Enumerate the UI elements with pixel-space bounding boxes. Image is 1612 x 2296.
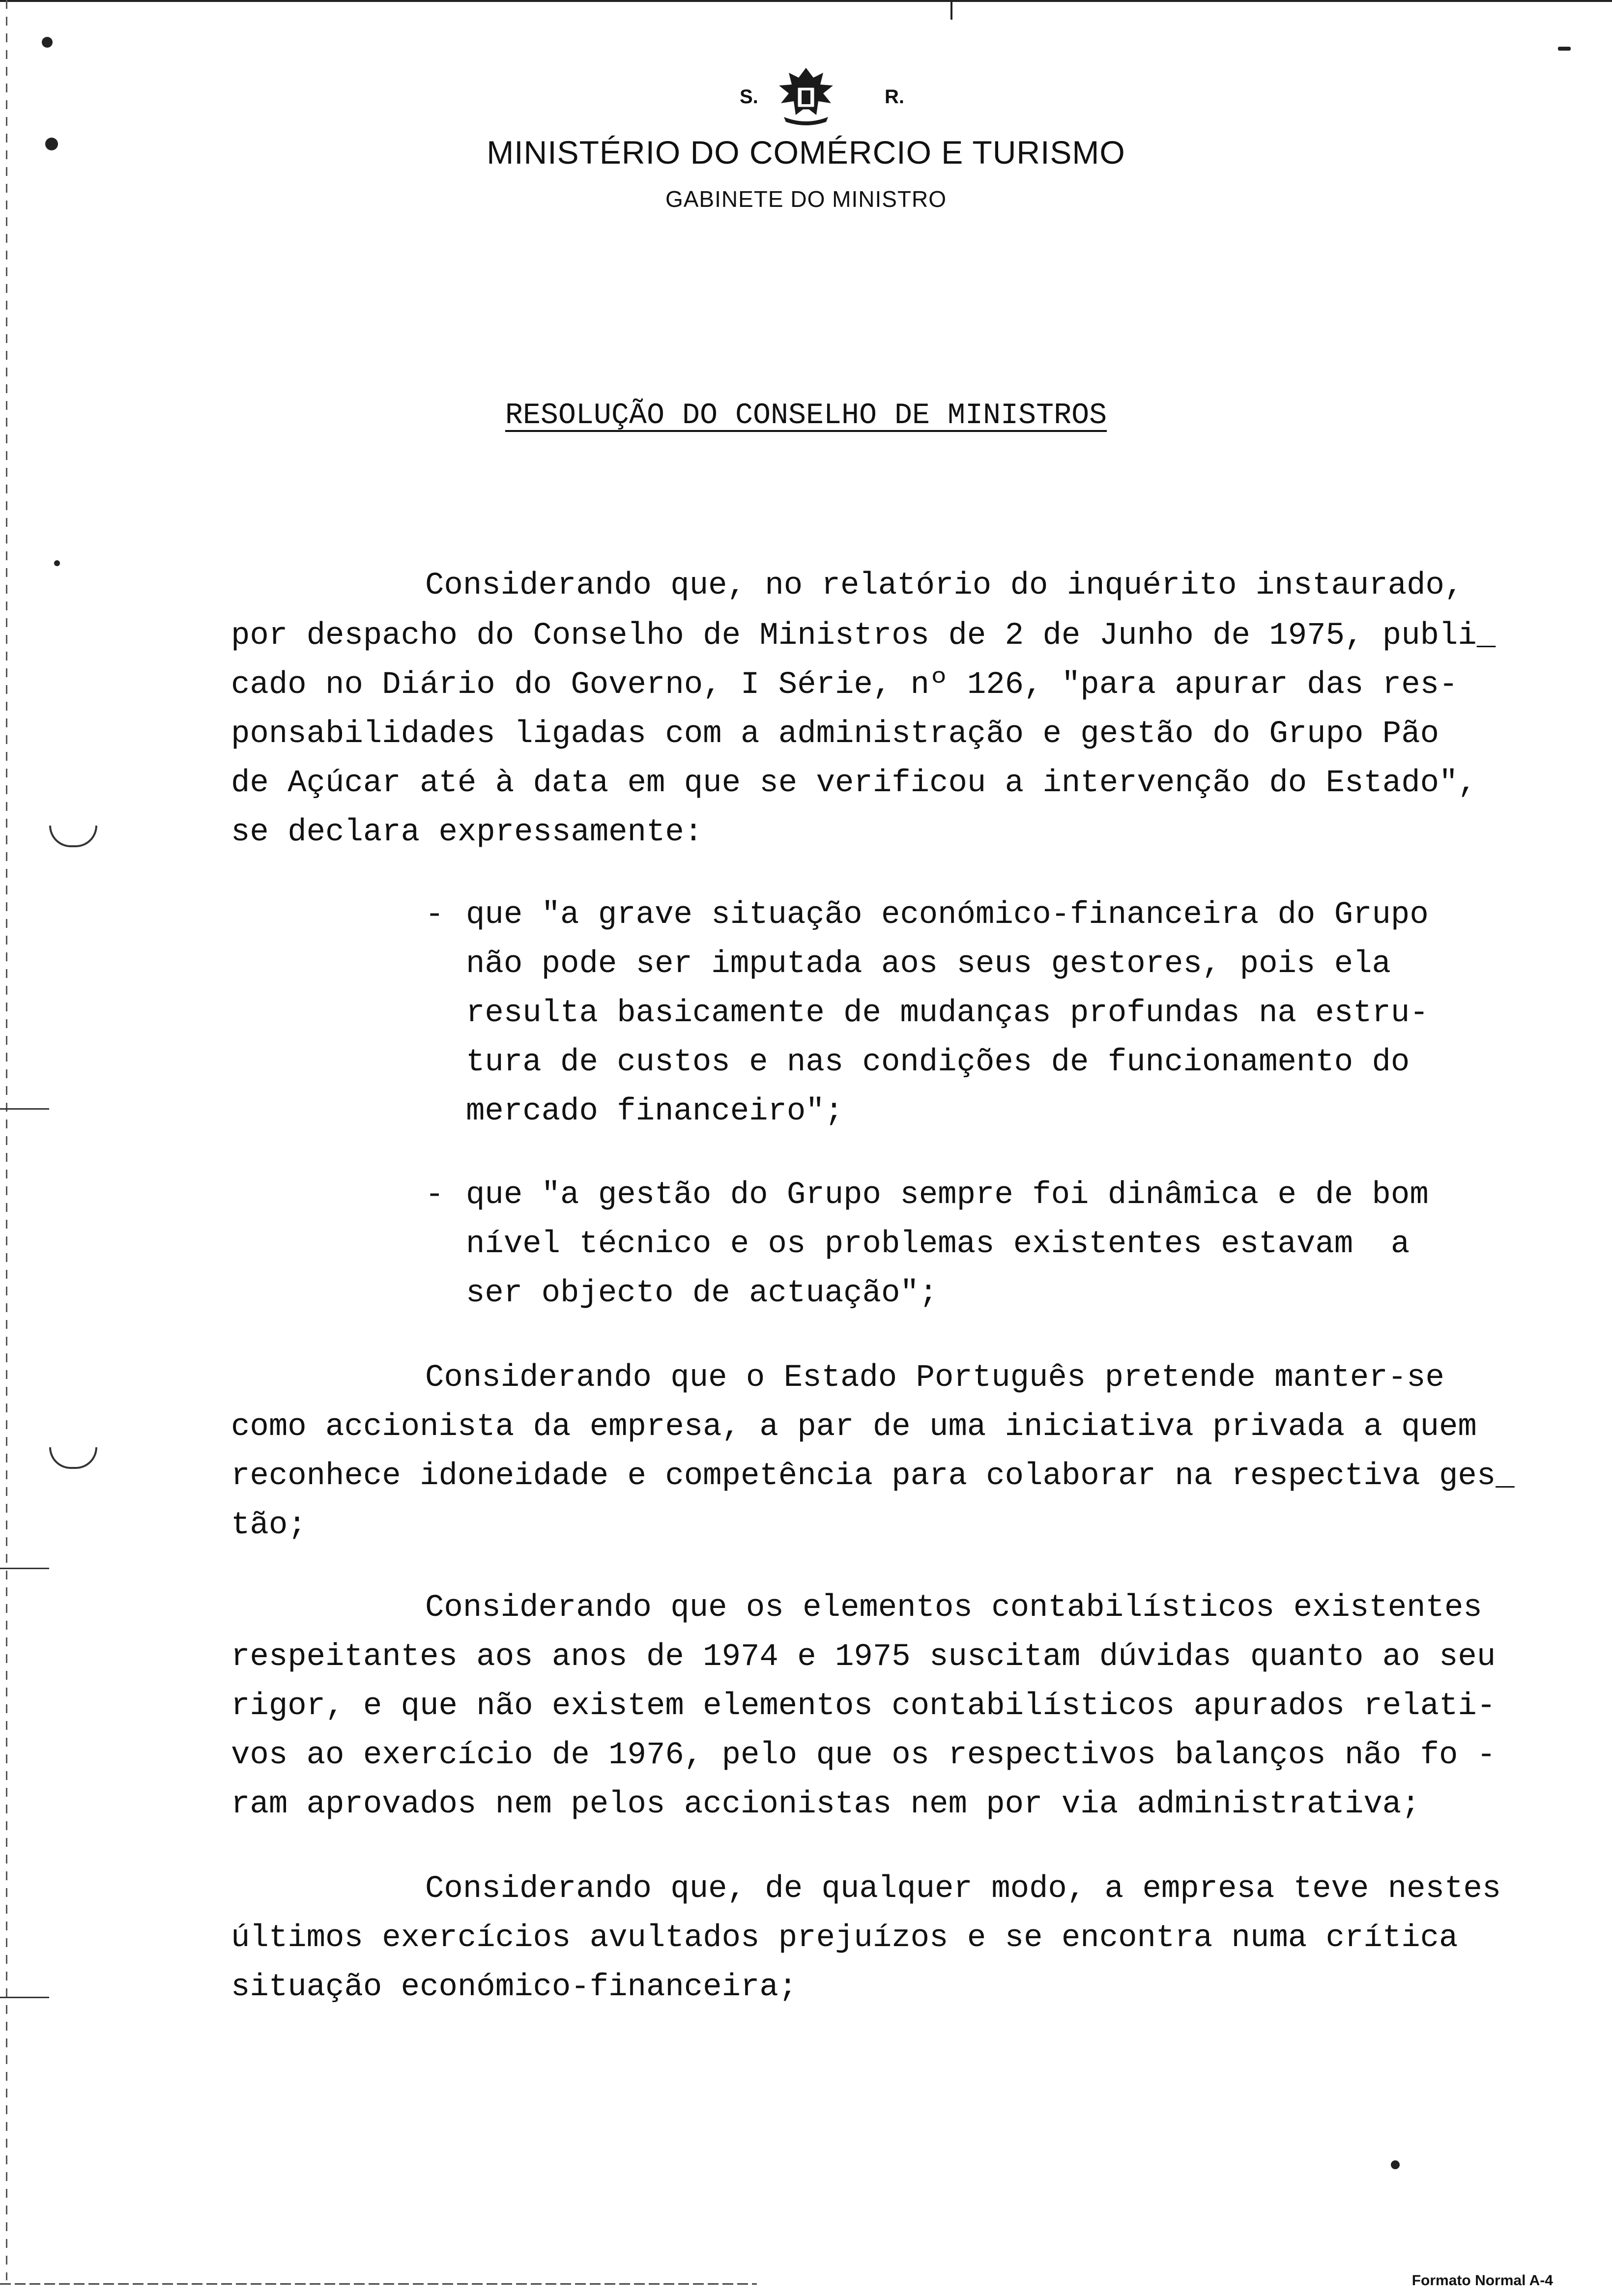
text-line: tão; — [231, 1508, 307, 1543]
punch-mark — [0, 1568, 49, 1569]
text-line: ram aprovados nem pelos accionistas nem por via administrativa; — [231, 1787, 1420, 1822]
text-line: respeitantes aos anos de 1974 e 1975 suscitam dúvidas quanto ao seu — [231, 1639, 1496, 1675]
speck — [1558, 47, 1571, 51]
text-line: de Açúcar até à data em que se verificou a intervenção do Estado", — [231, 766, 1477, 801]
ministry-name: MINISTÉRIO DO COMÉRCIO E TURISMO — [487, 134, 1125, 171]
text-line: por despacho do Conselho de Ministros de 2 de Junho de 1975, publi_ — [231, 618, 1496, 654]
speck — [1391, 2160, 1400, 2169]
speck — [42, 37, 53, 48]
punch-mark — [0, 1997, 49, 1998]
text-line: Considerando que os elementos contabilísticos existentes — [425, 1590, 1482, 1626]
letterhead-emblem-row — [0, 64, 1612, 128]
text-line: que "a gestão do Grupo sempre foi dinâmica e de bom — [466, 1177, 1429, 1213]
left-edge-binding — [6, 0, 7, 2280]
text-line: ponsabilidades ligadas com a administração e gestão do Grupo Pão — [231, 717, 1439, 752]
top-rule — [0, 0, 1612, 2]
text-line: últimos exercícios avultados prejuízos e se encontra numa crítica — [231, 1921, 1458, 1956]
text-line: resulta basicamente de mudanças profundas na estru- — [466, 996, 1429, 1031]
document-title-text: RESOLUÇÃO DO CONSELHO DE MINISTROS — [505, 399, 1107, 432]
text-line: que "a grave situação económico-financeira do Grupo — [466, 897, 1429, 933]
bullet-dash: - — [425, 1177, 444, 1213]
binder-hole-arc — [49, 1447, 97, 1469]
binder-hole-arc — [49, 826, 97, 847]
text-line: se declara expressamente: — [231, 815, 703, 850]
text-line: vos ao exercício de 1976, pelo que os respectivos balanços não fo - — [231, 1738, 1496, 1773]
office-name: GABINETE DO MINISTRO — [665, 186, 947, 212]
top-tick-mark — [950, 0, 952, 20]
text-line: ser objecto de actuação"; — [466, 1276, 938, 1311]
text-line: Considerando que o Estado Português pretende manter-se — [425, 1360, 1444, 1396]
document-title — [0, 399, 1612, 432]
text-line: Considerando que, no relatório do inquérito instaurado, — [425, 568, 1464, 603]
text-line: nível técnico e os problemas existentes estavam a — [466, 1227, 1410, 1262]
bottom-rule — [0, 2283, 757, 2285]
text-line: cado no Diário do Governo, I Série, nº 126, "para apurar das res- — [231, 667, 1458, 703]
text-line: rigor, e que não existem elementos contabilísticos apurados relati- — [231, 1689, 1496, 1724]
letterhead-right-letter: R. — [885, 86, 904, 108]
text-line: como accionista da empresa, a par de uma iniciativa privada a quem — [231, 1409, 1477, 1445]
bullet-dash: - — [425, 897, 444, 933]
punch-mark — [0, 1108, 49, 1110]
text-line: tura de custos e nas condições de funcionamento do — [466, 1045, 1410, 1080]
text-line: Considerando que, de qualquer modo, a empresa teve nestes — [425, 1871, 1501, 1907]
letterhead-left-letter: S. — [740, 86, 758, 108]
text-line: situação económico-financeira; — [231, 1970, 798, 2005]
coat-of-arms-icon — [774, 64, 838, 128]
paper-format-note: Formato Normal A-4 — [1411, 2272, 1553, 2289]
text-line: mercado financeiro"; — [466, 1094, 844, 1129]
speck — [54, 560, 60, 566]
text-line: reconhece idoneidade e competência para colaborar na respectiva ges_ — [231, 1459, 1515, 1494]
text-line: não pode ser imputada aos seus gestores, pois ela — [466, 947, 1391, 982]
